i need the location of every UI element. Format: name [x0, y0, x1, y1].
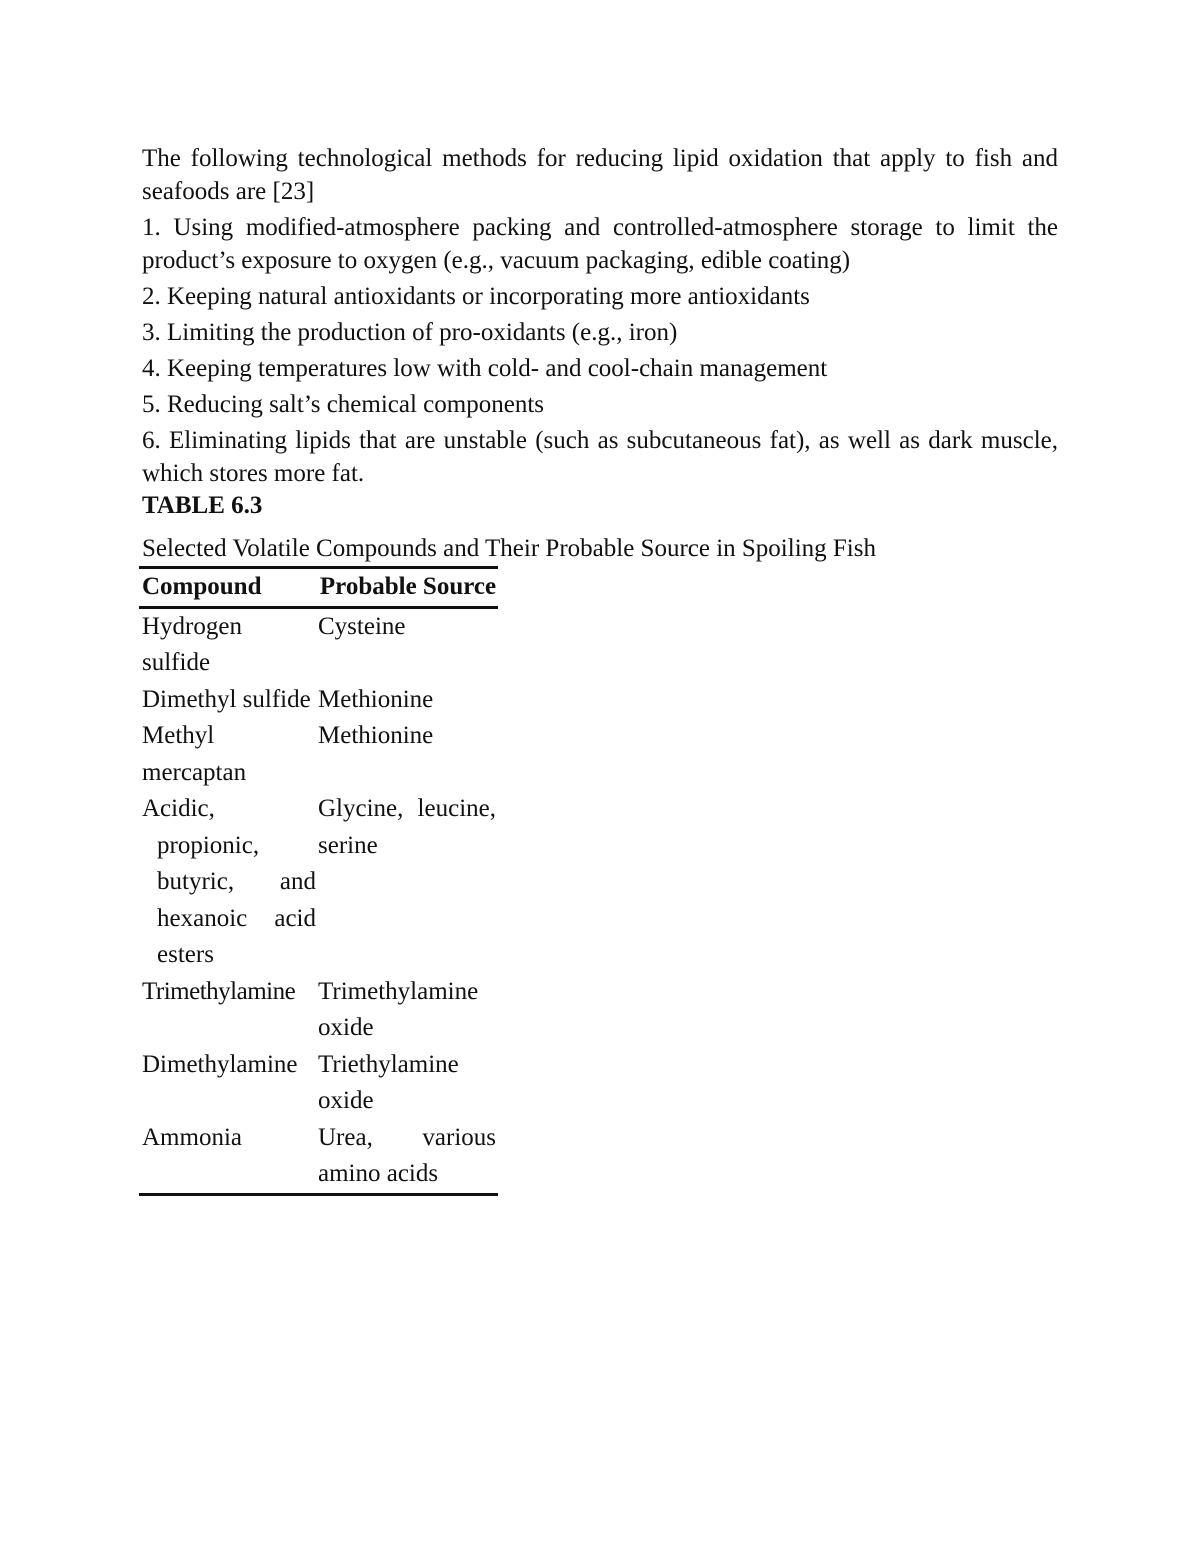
compound-cell: Methyl mercaptan [142, 722, 247, 786]
header-compound: Compound [142, 573, 262, 600]
compound-cell [139, 791, 318, 974]
compound-cell: Ammonia [142, 1123, 242, 1151]
source-cell [318, 1120, 498, 1195]
table-header-row [139, 568, 498, 608]
table-row [139, 974, 498, 1047]
header-probable-source: Probable Source [319, 573, 497, 600]
list-item: 1. Using modified-atmosphere packing and controlled-atmosphere storage to limit the product’s exposure to oxygen (e.g., vacuum packaging, edible coating) [142, 214, 1058, 274]
volatile-compounds-table [139, 566, 498, 1196]
compound-cell: Dimethylamine [142, 1050, 298, 1078]
source-cell: Glycine, leucine, serine [318, 795, 496, 859]
table-row [139, 791, 498, 974]
source-cell: Cysteine [318, 612, 406, 640]
source-first-line: Urea, various [318, 1123, 496, 1151]
source-cell: Methionine [318, 722, 434, 749]
compound-continuation: propionic, butyric, and hexanoic acid esters [157, 831, 316, 968]
table-row [139, 682, 498, 719]
source-cell: Trimethylamine oxide [318, 977, 479, 1041]
source-cell: Methionine [318, 685, 434, 713]
list-item: 5. Reducing salt’s chemical components [142, 391, 544, 418]
intro-paragraph: The following technological methods for reducing lipid oxidation that apply to fish and seafoods are [23] [142, 145, 1058, 205]
table-row [139, 1120, 498, 1195]
list-item: 3. Limiting the production of pro-oxidants (e.g., iron) [142, 319, 678, 346]
source-continuation: amino acids [318, 1160, 439, 1187]
list-item: 6. Eliminating lipids that are unstable (such as subcutaneous fat), as well as dark muscle, which stores more fat. [142, 427, 1058, 487]
table-row [139, 1047, 498, 1120]
compound-cell: Hydrogen sulfide [142, 612, 242, 676]
table-label: TABLE 6.3 [142, 492, 263, 519]
compound-first-line: Acidic, [142, 795, 215, 822]
source-cell: Triethylamine oxide [318, 1050, 459, 1114]
table-row [139, 718, 498, 791]
compound-cell: Dimethyl sulfide [142, 685, 311, 713]
list-item: 4. Keeping temperatures low with cold- and cool-chain management [142, 355, 828, 382]
body-text [142, 142, 1058, 493]
list-item: 2. Keeping natural antioxidants or incorporating more antioxidants [142, 283, 810, 310]
table-row [139, 607, 498, 682]
table-caption: Selected Volatile Compounds and Their Probable Source in Spoiling Fish [142, 535, 876, 562]
compound-cell: Trimethylamine [142, 977, 296, 1005]
